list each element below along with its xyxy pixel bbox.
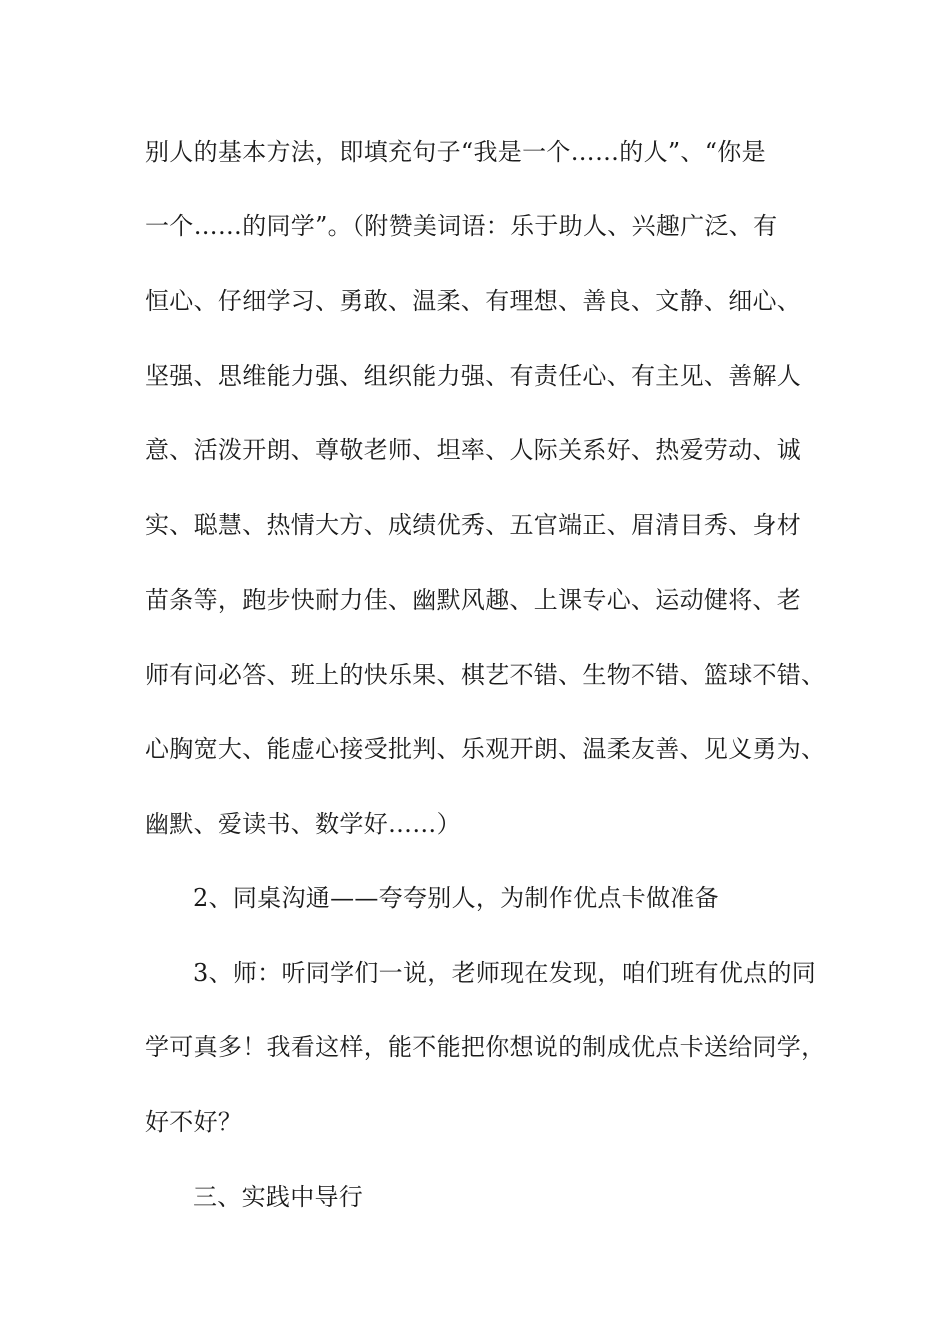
paragraph-line: 学可真多！我看这样，能不能把你想说的制成优点卡送给同学， — [145, 1033, 826, 1061]
paragraph-line: 实、聪慧、热情大方、成绩优秀、五官端正、眉清目秀、身材 — [145, 511, 802, 539]
paragraph-line: 别人的基本方法，即填充句子“我是一个……的人”、“你是 — [145, 138, 766, 166]
paragraph-line: 好不好？ — [145, 1108, 243, 1136]
paragraph-line: 苗条等，跑步快耐力佳、幽默风趣、上课专心、运动健将、老 — [145, 586, 802, 614]
paragraph-line: 一个……的同学”。（附赞美词语：乐于助人、兴趣广泛、有 — [145, 212, 778, 240]
paragraph-line: 心胸宽大、能虚心接受批判、乐观开朗、温柔友善、见义勇为、 — [145, 735, 826, 763]
paragraph-line: 恒心、仔细学习、勇敢、温柔、有理想、善良、文静、细心、 — [145, 287, 802, 315]
step-2-line: 2、同桌沟通——夸夸别人，为制作优点卡做准备 — [193, 884, 719, 912]
paragraph-line: 师有问必答、班上的快乐果、棋艺不错、生物不错、篮球不错、 — [145, 661, 826, 689]
section-heading: 三、实践中导行 — [193, 1183, 364, 1211]
step-3-line: 3、师：听同学们一说，老师现在发现，咱们班有优点的同 — [193, 959, 817, 987]
paragraph-line: 坚强、思维能力强、组织能力强、有责任心、有主见、善解人 — [145, 362, 802, 390]
paragraph-line: 幽默、爱读书、数学好……） — [145, 810, 461, 838]
paragraph-line: 意、活泼开朗、尊敬老师、坦率、人际关系好、热爱劳动、诚 — [145, 436, 802, 464]
